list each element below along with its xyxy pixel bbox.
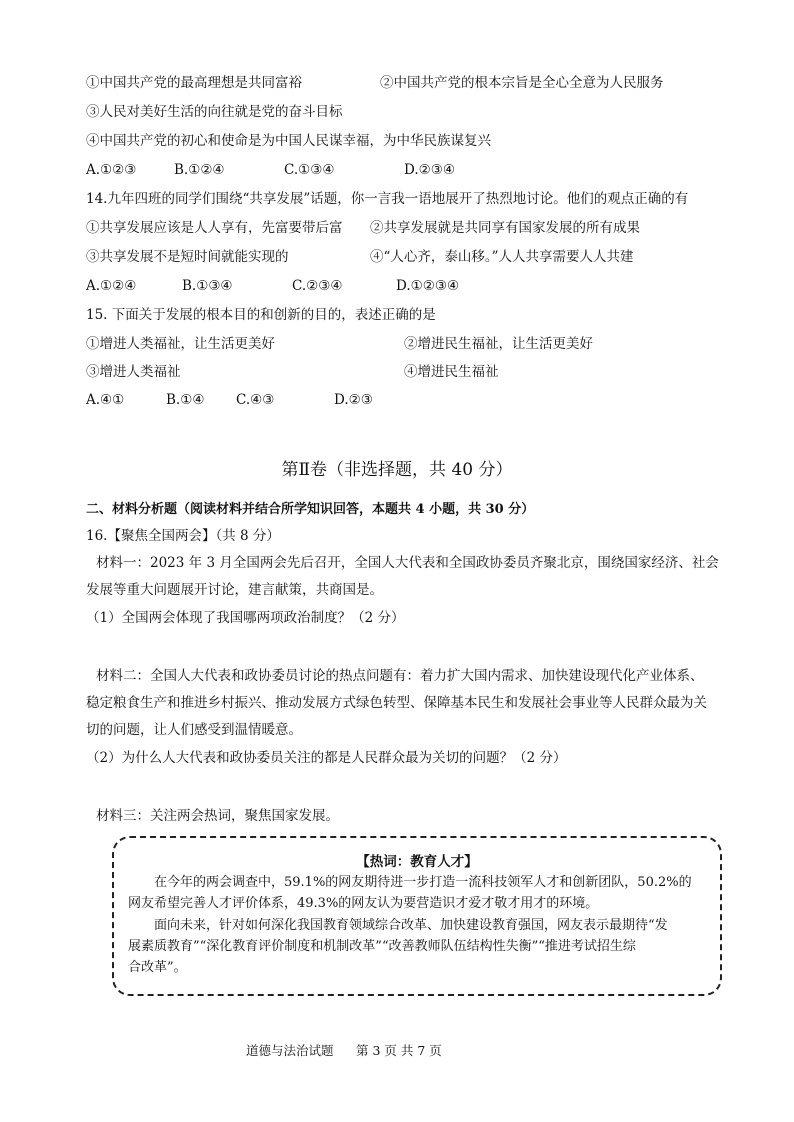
question-16-1: （1）全国两会体现了我国哪两项政治制度？（2 分） xyxy=(86,610,405,626)
q13-statement-1: ①中国共产党的最高理想是共同富裕 xyxy=(86,75,302,91)
q14-stem: 14.九年四班的同学们围绕“共享发展”话题，你一言我一语地展开了热烈地讨论。他们的观点正确的有 xyxy=(86,191,689,207)
q14-option-c: C.②③④ xyxy=(292,278,343,294)
material-1-line-1: 材料一：2023 年 3 月全国两会先后召开，全国人大代表和全国政协委员齐聚北京，围绕国家经济、社会 xyxy=(96,555,719,571)
q14-statement-2: ②共享发展就是共同享有国家发展的所有成果 xyxy=(370,220,640,236)
q14-option-d: D.①②③④ xyxy=(396,278,460,294)
hot-word-para-2-line-3: 合改革”。 xyxy=(128,960,187,975)
material-2-line-2: 稳定粮食生产和推进乡村振兴、推动发展方式绿色转型、保障基本民生和发展社会事业等人民群众最为关 xyxy=(86,695,707,711)
q14-option-a: A.①②④ xyxy=(86,278,137,294)
footer-page-number: 第 3 页 共 7 页 xyxy=(356,1043,442,1058)
section-heading: 二、材料分析题（阅读材料并结合所学知识回答，本题共 4 小题，共 30 分） xyxy=(86,502,535,517)
q14-statement-1: ①共享发展应该是人人享有，先富要带后富 xyxy=(86,220,343,236)
material-3: 材料三：关注两会热词，聚焦国家发展。 xyxy=(96,808,339,824)
q13-option-b: B.①②④ xyxy=(174,162,225,178)
hot-word-title: 【热词：教育人才】 xyxy=(356,854,478,870)
q15-option-b: B.①④ xyxy=(166,392,205,408)
hot-word-box xyxy=(112,836,722,996)
q15-statement-1: ①增进人类福祉，让生活更美好 xyxy=(86,336,275,352)
material-2-line-1: 材料二：全国人大代表和政协委员讨论的热点问题有：着力扩大国内需求、加快建设现代化产业体系、 xyxy=(96,668,704,684)
q15-option-c: C.④③ xyxy=(236,392,275,408)
footer-subject: 道德与法治试题 xyxy=(246,1043,334,1058)
q15-option-a: A.④① xyxy=(86,392,125,408)
material-1-line-2: 发展等重大问题展开讨论，建言献策，共商国是。 xyxy=(86,582,383,598)
question-16-2: （2）为什么人大代表和政协委员关注的都是人民群众最为关切的问题？（2 分） xyxy=(86,750,567,766)
q13-option-d: D.②③④ xyxy=(404,162,455,178)
q13-statement-2: ②中国共产党的根本宗旨是全心全意为人民服务 xyxy=(380,75,664,91)
q14-option-b: B.①③④ xyxy=(182,278,233,294)
section-title: 第Ⅱ卷（非选择题，共 40 分） xyxy=(281,460,513,480)
q14-statement-3: ③共享发展不是短时间就能实现的 xyxy=(86,249,289,265)
q13-option-c: C.①③④ xyxy=(284,162,335,178)
q14-statement-4: ④“人心齐，泰山移。”人人共享需要人人共建 xyxy=(370,249,634,265)
hot-word-para-2-line-2: 展素质教育”“深化教育评价制度和机制改革”“改善教师队伍结构性失衡”“推进考试招生综 xyxy=(128,939,636,954)
hot-word-para-1-line-2: 网友希望完善人才评价体系，49.3%的网友认为要营造识才爱才敬才用才的环境。 xyxy=(128,896,599,911)
q13-option-a: A.①②③ xyxy=(86,162,137,178)
hot-word-para-1-line-1: 在今年的两会调查中，59.1%的网友期待进一步打造一流科技领军人才和创新团队，50.2%的 xyxy=(154,875,692,890)
q16-title: 16.【聚焦全国两会】（共 8 分） xyxy=(86,528,280,544)
q15-option-d: D.②③ xyxy=(334,392,373,408)
q15-statement-3: ③增进人类福祉 xyxy=(86,364,181,380)
q15-statement-2: ②增进民生福祉，让生活更美好 xyxy=(404,336,593,352)
hot-word-para-2-line-1: 面向未来，针对如何深化我国教育领域综合改革、加快建设教育强国，网友表示最期待“发 xyxy=(154,918,668,933)
q13-statement-4: ④中国共产党的初心和使命是为中国人民谋幸福，为中华民族谋复兴 xyxy=(86,133,491,149)
material-2-line-3: 切的问题，让人们感受到温情暖意。 xyxy=(86,722,302,738)
q13-statement-3: ③人民对美好生活的向往就是党的奋斗目标 xyxy=(86,104,343,120)
q15-statement-4: ④增进民生福祉 xyxy=(404,364,499,380)
q15-stem: 15. 下面关于发展的根本目的和创新的目的，表述正确的是 xyxy=(86,307,436,323)
